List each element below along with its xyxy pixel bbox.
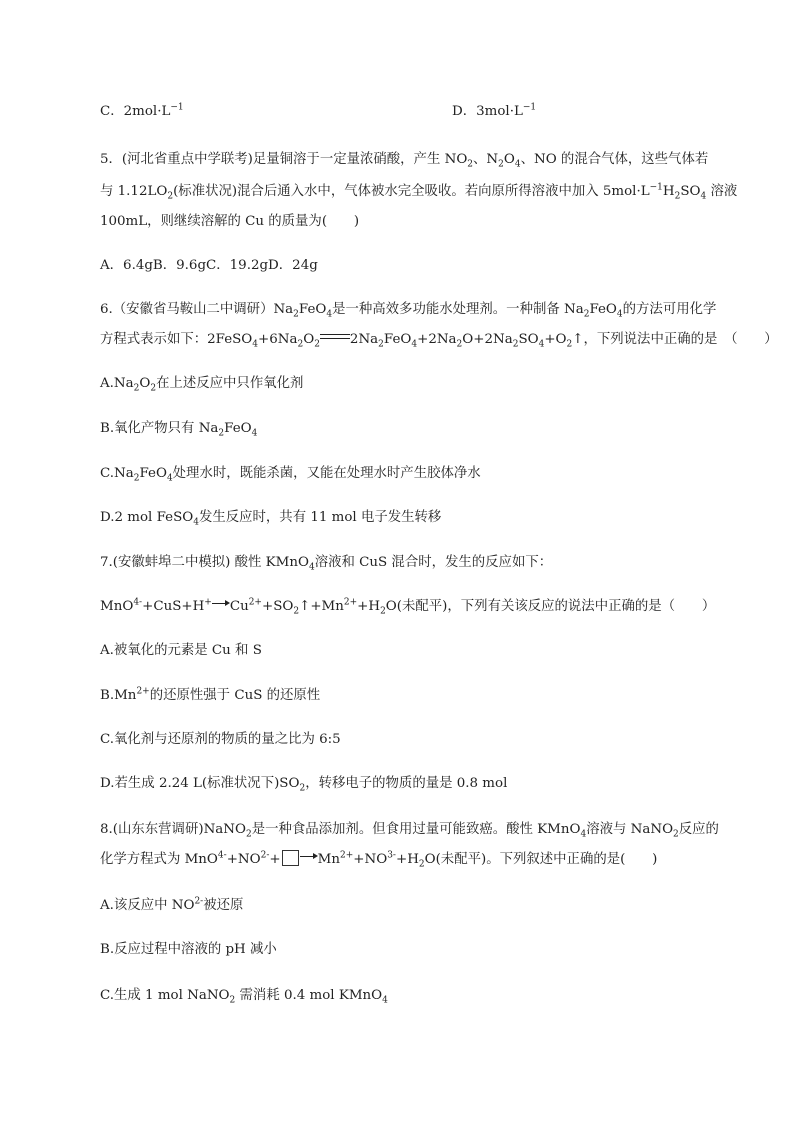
q6-option-a: $A.Na_2O_2$在上述反应中只作氧化剂: [100, 376, 304, 394]
reaction-arrow-icon: [212, 598, 230, 608]
q7-option-c: C.氧化剂与还原剂的物质的量之比为 6:5: [100, 732, 341, 747]
q7-option-b: $B.Mn^{2+}$的还原性强于 CuS 的还原性: [100, 686, 321, 703]
q6-option-b: B.氧化产物只有 $Na_2FeO_4$: [100, 421, 258, 439]
q7-line-1: 7.(安徽蚌埠二中模拟) 酸性 KMnO$_4$溶液和 CuS 混合时，发生的反应如下：: [100, 555, 553, 573]
q6-line-1: 6.（安徽省马鞍山二中调研）$Na_2FeO_4$是一种高效多功能水处理剂。一种制备 $Na_2FeO_4$的方法可用化学: [100, 302, 717, 320]
equals-sign-icon: [320, 333, 350, 341]
q8-line-2: 化学方程式为 $MnO^{4-}+NO^{2-}+ Mn^{2+}+NO^{3-}+H_2O$(未配平)。下列叙述中正确的是( ): [100, 850, 658, 870]
q7-option-a: A.被氧化的元素是 Cu 和 S: [100, 643, 262, 658]
reaction-arrow-icon: [300, 851, 318, 861]
q8-line-1: 8.(山东东营调研)NaNO$_2$是一种食品添加剂。但食用过量可能致癌。酸性 KMnO$_4$溶液与 NaNO$_2$反应的: [100, 822, 719, 840]
q4-option-c: C．$2mol\cdot L^{-1}$: [100, 102, 184, 119]
q4-option-d: D．$3mol\cdot L^{-1}$: [452, 102, 537, 119]
blank-box: [282, 850, 299, 866]
q8-option-b: B.反应过程中溶液的 pH 减小: [100, 942, 277, 957]
q5-line-1: 5．(河北省重点中学联考)足量铜溶于一定量浓硝酸，产生 $NO_2$、$N_2O_4$、NO 的混合气体，这些气体若: [100, 152, 709, 170]
q7-option-d: D.若生成 2.24 L(标准状况下)$SO_2$，转移电子的物质的量是 0.8 mol: [100, 776, 508, 794]
q8-option-a: A.该反应中 $NO^{2-}$被还原: [100, 896, 244, 913]
q5-options: A．6.4gB．9.6gC．19.2gD．24g: [100, 258, 318, 273]
q5-line-2: 与 $1.12LO_2$(标准状况)混合后通入水中，气体被水完全吸收。若向原所得溶液中加入 $5mol\cdot L^{-1}H_2SO_4$ 溶液: [100, 182, 738, 202]
q7-equation: MnO$^{4-}$+CuS+H+ $Cu^{2+}+SO_2↑+Mn^{2+}+H_2O$(未配平)，下列有关该反应的说法中正确的是（ ）: [100, 597, 716, 617]
q6-option-c: $C.Na_2FeO_4$处理水时，既能杀菌，又能在处理水时产生胶体净水: [100, 466, 481, 484]
q6-line-2: 方程式表示如下：$2FeSO_4+6Na_2O_2$ $2Na_2FeO_4+2Na_2O+2Na_2SO_4+O_2↑$，下列说法中正确的是 （ ）: [100, 332, 778, 350]
q6-option-d: D.2 mol FeSO$_4$发生反应时，共有 11 mol 电子发生转移: [100, 510, 442, 528]
q5-line-3: 100mL，则继续溶解的 Cu 的质量为( ): [100, 214, 360, 229]
q8-option-c: C.生成 1 mol NaNO$_2$ 需消耗 0.4 mol KMnO$_4$: [100, 988, 388, 1006]
